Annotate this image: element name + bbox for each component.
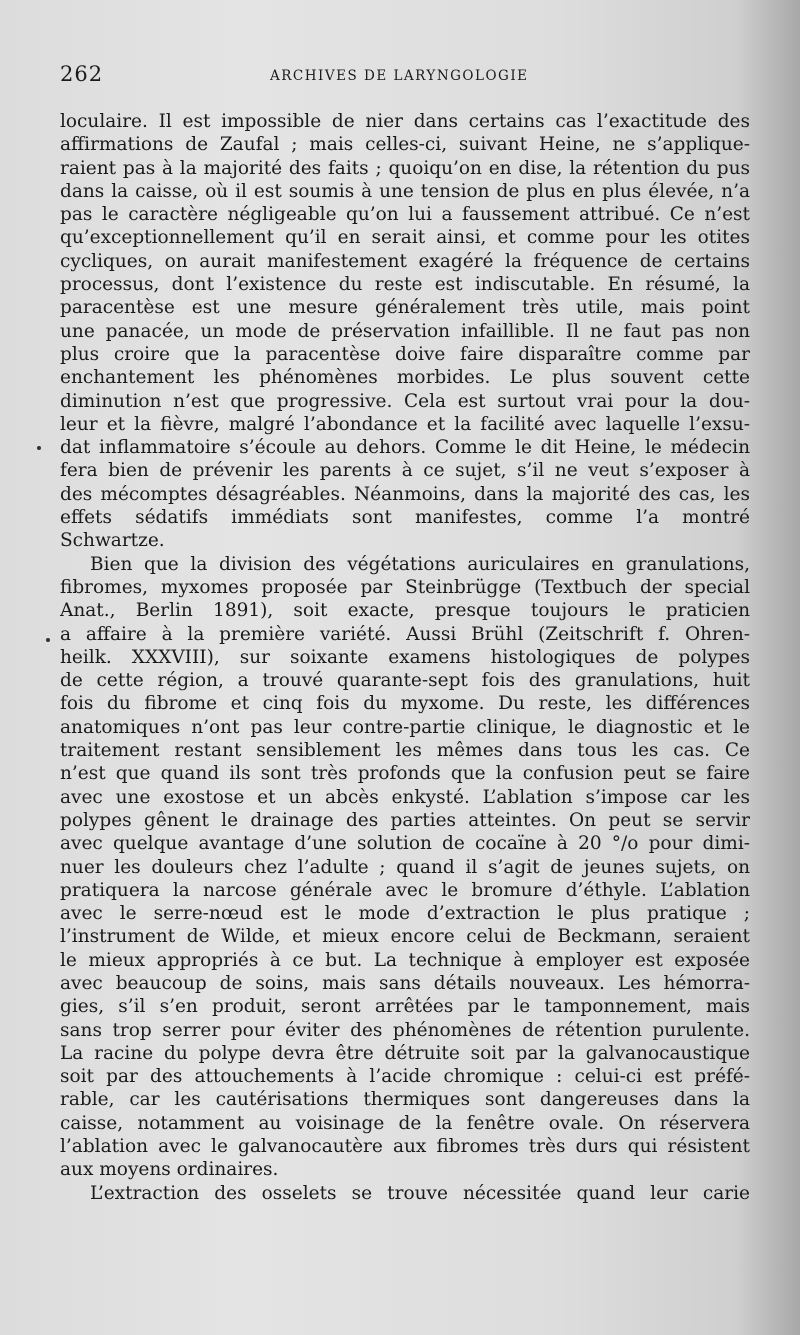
- paragraph: [60, 553, 750, 1182]
- margin-mark: [37, 446, 41, 450]
- text-line: pas le caractère négligeable qu’on lui a faussement attribué. Ce n’est: [60, 204, 750, 226]
- text-line: Anat., Berlin 1891), soit exacte, presque toujours le praticien: [60, 600, 750, 622]
- page-number: 262: [60, 62, 104, 86]
- text-line: une panacée, un mode de préservation infaillible. Il ne faut pas non: [60, 320, 750, 342]
- text-line: Bien que la division des végétations auriculaires en granulations,: [90, 553, 750, 575]
- text-line: de cette région, a trouvé quarante-sept fois des granulations, huit: [60, 670, 750, 692]
- text-line: avec une exostose et un abcès enkysté. L’ablation s’impose car les: [60, 786, 750, 808]
- text-line: La racine du polype devra être détruite soit par la galvanocaustique: [60, 1042, 750, 1064]
- text-line: heilk. XXXVIII), sur soixante examens histologiques de polypes: [60, 646, 750, 668]
- text-line: traitement restant sensiblement les mêmes dans tous les cas. Ce: [60, 740, 750, 762]
- text-line: leur et la fièvre, malgré l’abondance et la facilité avec laquelle l’exsu-: [60, 413, 750, 435]
- text-line: fibromes, myxomes proposée par Steinbrügge (Textbuch der special: [60, 576, 750, 598]
- text-line: affirmations de Zaufal ; mais celles-ci, suivant Heine, ne s’applique-: [60, 134, 750, 156]
- text-line: qu’exceptionnellement qu’il en serait ainsi, et comme pour les otites: [60, 227, 750, 249]
- text-line: le mieux appropriés à ce but. La technique à employer est exposée: [60, 949, 750, 971]
- text-line: nuer les douleurs chez l’adulte ; quand il s’agit de jeunes sujets, on: [60, 856, 750, 878]
- text-line: loculaire. Il est impossible de nier dans certains cas l’exactitude des: [60, 111, 750, 132]
- text-line: diminution n’est que progressive. Cela est surtout vrai pour la dou-: [60, 390, 750, 412]
- text-line: raient pas à la majorité des faits ; quoiqu’on en dise, la rétention du pus: [60, 157, 750, 179]
- text-line: polypes gênent le drainage des parties atteintes. On peut se servir: [60, 809, 750, 831]
- text-line: fera bien de prévenir les parents à ce sujet, s’il ne veut s’exposer à: [60, 460, 750, 482]
- text-line: anatomiques n’ont pas leur contre-partie clinique, le diagnostic et le: [60, 716, 750, 738]
- text-line: fois du fibrome et cinq fois du myxome. Du reste, les différences: [60, 693, 750, 715]
- text-line: dat inflammatoire s’écoule au dehors. Comme le dit Heine, le médecin: [60, 437, 750, 459]
- text-line: a affaire à la première variété. Aussi Brühl (Zeitschrift f. Ohren-: [60, 623, 750, 645]
- text-line: avec quelque avantage d’une solution de cocaïne à 20 °/o pour dimi-: [60, 833, 750, 855]
- text-line: l’ablation avec le galvanocautère aux fibromes très durs qui résistent: [60, 1136, 750, 1158]
- text-line: plus croire que la paracentèse doive faire disparaître comme par: [60, 343, 750, 365]
- text-line: avec beaucoup de soins, mais sans détails nouveaux. Les hémorra-: [60, 972, 750, 994]
- text-line: rable, car les cautérisations thermiques sont dangereuses dans la: [60, 1089, 750, 1111]
- body-text: [60, 110, 750, 1205]
- text-line: cycliques, on aurait manifestement exagéré la fréquence de certains: [60, 250, 750, 272]
- page-header: [60, 62, 750, 92]
- text-line: l’instrument de Wilde, et mieux encore celui de Beckmann, seraient: [60, 926, 750, 948]
- text-line: des mécomptes désagréables. Néanmoins, dans la majorité des cas, les: [60, 483, 750, 505]
- text-line: effets sédatifs immédiats sont manifestes, comme l’a montré: [60, 507, 750, 529]
- running-title: ARCHIVES DE LARYNGOLOGIE: [270, 68, 529, 84]
- margin-mark: [46, 638, 50, 642]
- text-line: paracentèse est une mesure généralement très utile, mais point: [60, 297, 750, 319]
- text-line: pratiquera la narcose générale avec le bromure d’éthyle. L’ablation: [60, 879, 750, 901]
- text-line: gies, s’il s’en produit, seront arrêtées par le tamponnement, mais: [60, 996, 750, 1018]
- paragraph: [60, 110, 750, 553]
- text-line: Schwartze.: [60, 530, 165, 552]
- text-line: caisse, notamment au voisinage de la fenêtre ovale. On réservera: [60, 1112, 750, 1134]
- text-line: L’extraction des osselets se trouve nécessitée quand leur carie: [90, 1182, 750, 1204]
- text-line: aux moyens ordinaires.: [60, 1159, 279, 1181]
- text-line: sans trop serrer pour éviter des phénomènes de rétention purulente.: [60, 1019, 750, 1041]
- text-line: processus, dont l’existence du reste est indiscutable. En résumé, la: [60, 274, 750, 296]
- text-line: soit par des attouchements à l’acide chromique : celui-ci est préfé-: [60, 1066, 750, 1088]
- text-line: enchantement les phénomènes morbides. Le plus souvent cette: [60, 367, 750, 389]
- text-line: n’est que quand ils sont très profonds que la confusion peut se faire: [60, 763, 750, 785]
- text-line: avec le serre-nœud est le mode d’extraction le plus pratique ;: [60, 903, 750, 925]
- paragraph: [60, 1182, 750, 1205]
- text-line: dans la caisse, où il est soumis à une tension de plus en plus élevée, n’a: [60, 180, 750, 202]
